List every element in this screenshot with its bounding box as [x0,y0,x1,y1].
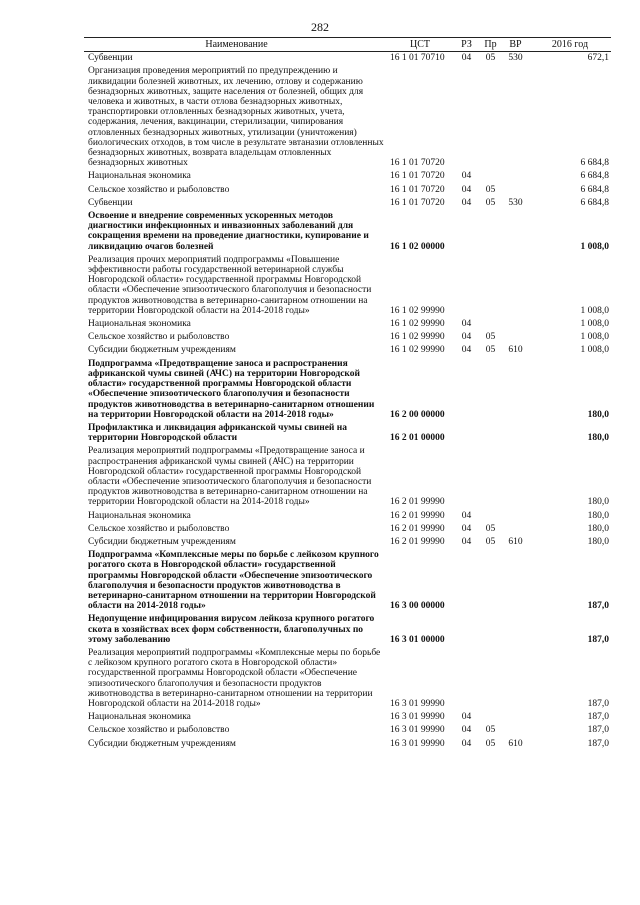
cst-cell: 16 3 01 99990 [390,738,445,749]
cst-cell: 16 1 01 70710 [390,53,445,64]
pr-cell: 05 [485,345,496,356]
pr-cell: 05 [485,523,496,534]
table-row [84,331,611,344]
rz-cell: 04 [461,197,472,208]
name-cell: Национальная экономика [88,510,191,521]
table-row [84,358,611,422]
vr-cell [502,510,529,523]
vr-cell: 530 [508,197,523,208]
cst-cell: 16 1 02 99990 [390,319,445,330]
table-row [84,613,611,647]
cst-cell: 16 1 02 99990 [390,345,445,356]
cst-cell: 16 1 01 70720 [390,171,445,182]
name-cell: Подпрограмма «Предотвращение заноса и распространения африканской чумы свиней (АЧС) на территории Новгородской области» государственной программы Новгородской области «Обеспечение эпизоотического благополучия и безопасности продуктов животноводства в ветеринарно-санитарном отношении на территории Новгородской области на 2014-2018 годы» [88,358,375,420]
vr-cell [502,358,529,422]
vr-cell [502,422,529,445]
rz-cell [454,210,479,254]
rz-cell [454,613,479,647]
name-cell: Подпрограмма «Комплексные меры по борьбе с лейкозом крупного рогатого скота в Новгородской области» государственной программы Новгородской области «Обеспечение эпизоотического благополучия и безопасности продуктов животноводства в ветеринарно-санитарном отношении на территории Новгородской области на 2014-2018 годы» [88,550,379,612]
name-cell: Субсидии бюджетным учреждениям [88,536,236,547]
amount-cell: 1 008,0 [580,305,609,316]
pr-cell: 05 [485,332,496,343]
amount-cell: 187,0 [587,698,609,709]
rz-cell: 04 [461,319,472,330]
vr-cell: 530 [508,53,523,64]
cst-cell: 16 3 00 00000 [390,601,445,612]
rz-cell: 04 [461,523,472,534]
amount-cell: 187,0 [587,725,609,736]
table-row [84,197,611,210]
rz-cell: 04 [461,712,472,723]
cst-cell: 16 2 00 00000 [390,409,445,420]
name-cell: Национальная экономика [88,319,191,330]
pr-cell [479,647,502,711]
pr-cell: 05 [485,738,496,749]
name-cell: Сельское хозяйство и рыболовство [88,332,230,343]
rz-cell: 04 [461,184,472,195]
table-header [84,38,611,52]
table-row [84,344,611,357]
name-cell: Профилактика и ликвидация африканской чумы свиней на территории Новгородской области [88,422,347,444]
rz-cell [454,549,479,613]
table-row [84,510,611,523]
amount-cell: 1 008,0 [580,332,609,343]
vr-cell [502,184,529,197]
cst-cell: 16 3 01 00000 [390,634,445,645]
pr-cell [479,549,502,613]
table-row [84,210,611,254]
cst-cell: 16 1 02 99990 [390,332,445,343]
rz-cell: 04 [461,510,472,521]
vr-cell: 610 [508,345,523,356]
pr-cell [479,210,502,254]
cst-cell: 16 1 01 70720 [390,158,445,169]
table-row [84,254,611,318]
amount-cell: 1 008,0 [580,241,609,252]
amount-cell: 6 684,8 [580,158,609,169]
table-row [84,549,611,613]
column-header-vr: ВР [502,38,529,52]
vr-cell [502,523,529,536]
amount-cell: 187,0 [587,738,609,749]
cst-cell: 16 1 01 70720 [390,184,445,195]
rz-cell: 04 [461,171,472,182]
table-row [84,724,611,737]
table-row [84,523,611,536]
rz-cell [454,445,479,509]
rz-cell: 04 [461,536,472,547]
name-cell: Сельское хозяйство и рыболовство [88,184,230,195]
table-row [84,65,611,170]
table-row [84,422,611,445]
amount-cell: 6 684,8 [580,184,609,195]
column-header-cst: ЦСТ [386,38,454,52]
vr-cell [502,647,529,711]
cst-cell: 16 1 02 99990 [390,305,445,316]
cst-cell: 16 2 01 99990 [390,497,445,508]
vr-cell [502,724,529,737]
cst-cell: 16 1 02 00000 [390,241,445,252]
rz-cell [454,422,479,445]
name-cell: Сельское хозяйство и рыболовство [88,725,230,736]
name-cell: Национальная экономика [88,171,191,182]
rz-cell: 04 [461,345,472,356]
cst-cell: 16 2 01 00000 [390,433,445,444]
rz-cell: 04 [461,738,472,749]
pr-cell [479,422,502,445]
name-cell: Субсидии бюджетным учреждениям [88,345,236,356]
pr-cell: 05 [485,184,496,195]
amount-cell: 6 684,8 [580,197,609,208]
pr-cell [479,510,502,523]
pr-cell [479,358,502,422]
vr-cell [502,711,529,724]
amount-cell: 1 008,0 [580,319,609,330]
table-row [84,318,611,331]
pr-cell: 05 [485,725,496,736]
pr-cell: 05 [485,53,496,64]
vr-cell [502,331,529,344]
name-cell: Субвенции [88,53,133,64]
vr-cell [502,549,529,613]
amount-cell: 180,0 [587,433,609,444]
table-row [84,711,611,724]
name-cell: Национальная экономика [88,712,191,723]
amount-cell: 180,0 [587,523,609,534]
rz-cell [454,65,479,170]
table-body [84,52,611,751]
table-row [84,536,611,549]
rz-cell [454,254,479,318]
vr-cell: 610 [508,536,523,547]
rz-cell [454,647,479,711]
name-cell: Субсидии бюджетным учреждениям [88,738,236,749]
vr-cell: 610 [508,738,523,749]
amount-cell: 1 008,0 [580,345,609,356]
pr-cell [479,445,502,509]
pr-cell [479,170,502,183]
rz-cell: 04 [461,725,472,736]
name-cell: Реализация мероприятий подпрограммы «Предотвращение заноса и распространения африканской чумы свиней (АЧС) на территории Новгородской области» государственной программы Новгородской области «Обеспечение эпизоотического благополучия и безопасности продуктов животноводства в ветеринарно-санитарном отношении на территории Новгородской области на 2014-2018 годы» [88,446,372,508]
amount-cell: 187,0 [587,601,609,612]
rz-cell: 04 [461,332,472,343]
table-row [84,52,611,66]
name-cell: Сельское хозяйство и рыболовство [88,523,230,534]
table-row [84,170,611,183]
name-cell: Реализация мероприятий подпрограммы «Комплексные меры по борьбе с лейкозом крупного рогатого скота в Новгородской области» государственной программы Новгородской области «Обеспечение эпизоотического благополучия и безопасности продуктов животноводства в ветеринарно-санитарном отношении на территории Новгородской области на 2014-2018 годы» [88,647,381,709]
name-cell: Субвенции [88,197,133,208]
page-number: 282 [311,20,329,34]
pr-cell [479,318,502,331]
budget-table [84,37,611,751]
rz-cell: 04 [461,53,472,64]
column-header-pr: Пр [479,38,502,52]
cst-cell: 16 3 01 99990 [390,712,445,723]
pr-cell [479,613,502,647]
pr-cell [479,711,502,724]
rz-cell [454,358,479,422]
name-cell: Недопущение инфицирования вирусом лейкоза крупного рогатого скота в хозяйствах всех форм собственности, благополучных по этому заболеванию [88,614,375,645]
pr-cell [479,254,502,318]
amount-cell: 180,0 [587,497,609,508]
name-cell: Реализация прочих мероприятий подпрограммы «Повышение эффективности работы государственной ветеринарной службы Новгородской области» государственной программы Новгородской области «Обеспечение эпизоотического благополучия и безопасности продуктов животноводства в ветеринарно-санитарном отношении на территории Новгородской области на 2014-2018 годы» [88,254,372,316]
vr-cell [502,613,529,647]
table-row [84,184,611,197]
cst-cell: 16 2 01 99990 [390,510,445,521]
column-header-rz: РЗ [454,38,479,52]
cst-cell: 16 2 01 99990 [390,536,445,547]
pr-cell [479,65,502,170]
name-cell: Освоение и внедрение современных ускоренных методов диагностики инфекционных и инвазионных заболеваний для сокращения времени на проведение диагностики, купирование и ликвидацию очагов болезней [88,211,369,252]
name-cell: Организация проведения мероприятий по предупреждению и ликвидации болезней животных, их лечению, отлову и содержанию безнадзорных животных, защите населения от болезней, общих для человека и животных, в части отлова безнадзорных животных, транспортировки отловленных безнадзорных животных, учета, содержания, лечения, вакцинации, стерилизации, чипирования отловленных безнадзорных животных, утилизации (уничтожения) биологических отходов, в том числе в результате эвтаназии отловленных безнадзорных животных, возврата владельцам отловленных безнадзорных животных [88,66,384,169]
amount-cell: 180,0 [587,536,609,547]
amount-cell: 180,0 [587,510,609,521]
amount-cell: 180,0 [587,409,609,420]
table-row [84,738,611,751]
vr-cell [502,445,529,509]
amount-cell: 187,0 [587,712,609,723]
amount-cell: 672,1 [587,53,609,64]
vr-cell [502,65,529,170]
amount-cell: 187,0 [587,634,609,645]
pr-cell: 05 [485,197,496,208]
amount-cell: 6 684,8 [580,171,609,182]
table-row [84,445,611,509]
column-header-year: 2016 год [529,38,611,52]
cst-cell: 16 3 01 99990 [390,725,445,736]
cst-cell: 16 3 01 99990 [390,698,445,709]
cst-cell: 16 1 01 70720 [390,197,445,208]
vr-cell [502,210,529,254]
table-row [84,647,611,711]
pr-cell: 05 [485,536,496,547]
column-header-name: Наименование [84,38,386,52]
vr-cell [502,318,529,331]
cst-cell: 16 2 01 99990 [390,523,445,534]
vr-cell [502,254,529,318]
vr-cell [502,170,529,183]
